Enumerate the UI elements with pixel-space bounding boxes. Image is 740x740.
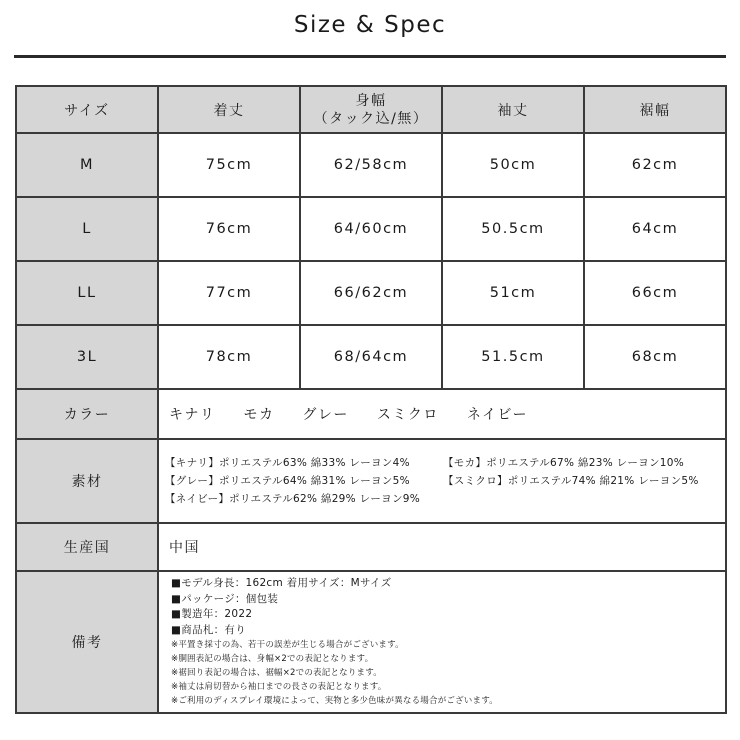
table-cell: 50.5cm	[442, 197, 584, 261]
origin-value: 中国	[158, 523, 726, 571]
header-sleeve: 袖丈	[442, 86, 584, 133]
material-entry: 【スミクロ】ポリエステル74% 綿21% レーヨン5%	[443, 475, 699, 487]
material-entry: 【モカ】ポリエステル67% 綿23% レーヨン10%	[443, 457, 685, 469]
table-cell: 51.5cm	[442, 325, 584, 389]
table-cell: 76cm	[158, 197, 300, 261]
color-row	[16, 389, 726, 439]
note-item: ■モデル身長：162cm 着用サイズ：Mサイズ	[171, 577, 392, 589]
table-cell: 78cm	[158, 325, 300, 389]
color-value: スミクロ	[376, 407, 439, 423]
material-values	[158, 439, 726, 523]
note-disclaimer: ※裾回り表記の場合は、裾幅×2での表記となります。	[171, 668, 382, 678]
color-value: グレー	[302, 407, 349, 423]
color-value: ネイビー	[466, 407, 528, 423]
table-cell: 75cm	[158, 133, 300, 197]
size-spec-table	[15, 85, 727, 714]
note-disclaimer: ※袖丈は肩切替から袖口までの長さの表記となります。	[171, 682, 387, 692]
title-divider	[14, 55, 726, 58]
material-entry: 【ネイビー】ポリエステル62% 綿29% レーヨン9%	[165, 493, 421, 505]
material-label: 素材	[16, 439, 158, 523]
size-label: LL	[16, 261, 158, 325]
notes-values	[158, 571, 726, 713]
table-cell: 64/60cm	[300, 197, 442, 261]
table-cell: 62/58cm	[300, 133, 442, 197]
notes-row	[16, 571, 726, 713]
origin-row	[16, 523, 726, 571]
color-values	[158, 389, 726, 439]
table-row	[16, 261, 726, 325]
table-cell: 64cm	[584, 197, 726, 261]
color-label: カラー	[16, 389, 158, 439]
color-value: キナリ	[169, 407, 216, 423]
table-cell: 62cm	[584, 133, 726, 197]
note-disclaimer: ※胴囲表記の場合は、身幅×2での表記となります。	[171, 654, 374, 664]
size-label: L	[16, 197, 158, 261]
header-size: サイズ	[16, 86, 158, 133]
note-disclaimer: ※ご利用のディスプレイ環境によって、実物と多少色味が異なる場合がございます。	[171, 696, 498, 706]
table-cell: 66cm	[584, 261, 726, 325]
material-entry: 【キナリ】ポリエステル63% 綿33% レーヨン4%	[165, 457, 410, 469]
origin-label: 生産国	[16, 523, 158, 571]
table-cell: 50cm	[442, 133, 584, 197]
notes-label: 備考	[16, 571, 158, 713]
header-length: 着丈	[158, 86, 300, 133]
table-row	[16, 325, 726, 389]
page-title: Size & Spec	[293, 12, 447, 38]
table-row	[16, 133, 726, 197]
size-label: M	[16, 133, 158, 197]
header-width: 身幅 （タック込/無）	[300, 86, 442, 133]
material-row	[16, 439, 726, 523]
note-item: ■商品札：有り	[171, 623, 247, 636]
header-hem: 裾幅	[584, 86, 726, 133]
color-value: モカ	[243, 407, 275, 423]
note-item: ■パッケージ：個包装	[171, 592, 279, 605]
table-row	[16, 197, 726, 261]
material-entry: 【グレー】ポリエステル64% 綿31% レーヨン5%	[165, 475, 410, 487]
table-cell: 68cm	[584, 325, 726, 389]
note-item: ■製造年：2022	[171, 608, 253, 620]
note-disclaimer: ※平置き採寸の為、若干の誤差が生じる場合がございます。	[171, 640, 404, 650]
table-cell: 68/64cm	[300, 325, 442, 389]
table-header-row	[16, 86, 726, 133]
table-cell: 66/62cm	[300, 261, 442, 325]
table-cell: 77cm	[158, 261, 300, 325]
table-cell: 51cm	[442, 261, 584, 325]
size-label: 3L	[16, 325, 158, 389]
